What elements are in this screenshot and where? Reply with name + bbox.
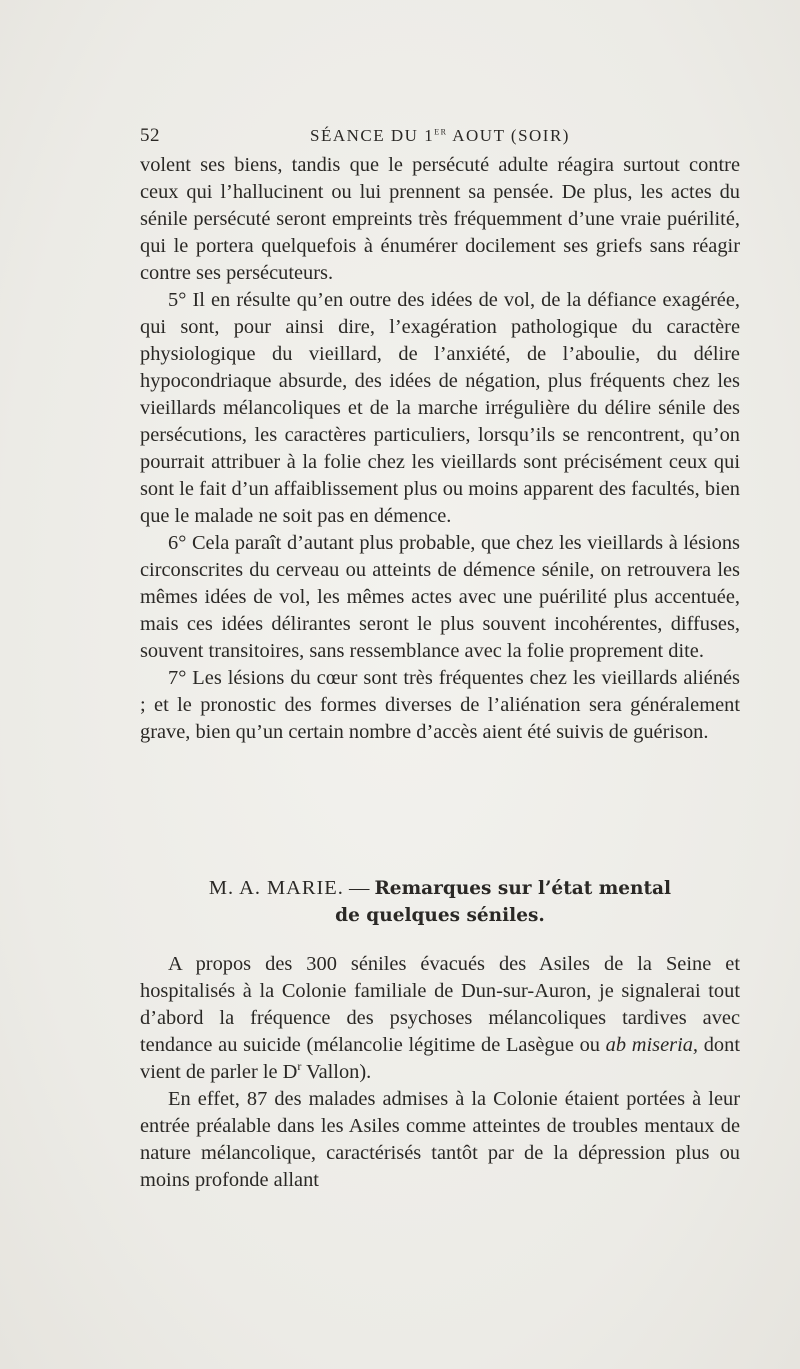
paragraph-effect: En effet, 87 des malades admises à la Colonie étaient portées à leur entrée préalable dans les Asiles comme atteintes de troubles mentaux de nature mélancolique, caractérisés tantôt par de la dépression plus ou moins profonde allant [140,1088,740,1191]
section-title-line-2: de quelques séniles. [335,905,545,926]
section-dash: — [343,877,375,899]
main-text [140,152,740,746]
p5-pre: A propos des 300 séniles évacués des Asiles de la Seine et hospitalisés à la Colonie familiale de Dun-sur-Auron, je signalerai tout d’abord la fréquence des psychoses mélancoliques tardives avec tendance au suicide (mélancolie légitime de Lasègue ou [140,953,740,1056]
section-author: M. A. MARIE. [208,877,344,899]
latin-phrase: ab miseria, [605,1034,699,1056]
section-heading [140,875,740,929]
doctor-abbrev-sup: r [297,1059,302,1074]
running-title-sup: er [434,125,448,138]
paragraph-continuation: volent ses biens, tandis que le persécuté adulte réagira surtout contre ceux qui l’hallucinent ou lui prennent sa pensée. De plus, les actes du sénile persécuté seront empreints très fréquemment d’une vraie puérilité, qui le portera quelquefois à énumérer docilement ses griefs sans réagir contre ses persécuteurs. [140,154,740,284]
section-heading-line-1 [140,875,740,902]
running-title-pre: SÉANCE DU 1 [310,126,435,145]
paragraph-intro [140,951,740,1086]
running-title-post: AOUT (SOIR) [447,126,570,145]
section-title-line-1: Remarques sur l’état mental [374,878,672,899]
running-title [140,126,740,146]
section-text [140,951,740,1194]
paragraph-point-7: 7° Les lésions du cœur sont très fréquentes chez les vieillards aliénés ; et le pronostic des formes diverses de l’aliénation sera généralement grave, bien qu’un certain nombre d’accès aient été suivis de guérison. [140,667,740,743]
section-heading-line-2 [140,902,740,929]
page-header [140,125,740,149]
paragraph-point-6: 6° Cela paraît d’autant plus probable, que chez les vieillards à lésions circonscrites du cerveau ou atteints de démence sénile, on retrouvera les mêmes idées de vol, les mêmes actes avec une puérilité plus accentuée, mais ces idées délirantes seront le plus souvent incohérentes, diffuses, souvent transitoires, sans ressemblance avec la folie proprement dite. [140,532,740,662]
paragraph-point-5: 5° Il en résulte qu’en outre des idées de vol, de la défiance exagérée, qui sont, pour ainsi dire, l’exagération pathologique du caractère physiologique du vieillard, de l’anxiété, de l’aboulie, du délire hypocondriaque absurde, des idées de négation, plus fréquents chez les vieillards mélancoliques et de la marche irrégulière du délire sénile des persécutions, les caractères particuliers, lorsqu’ils se rencontrent, qu’on pourrait attribuer à la folie chez les vieillards sont précisément ceux qui sont le fait d’un affaiblissement plus ou moins apparent des facultés, bien que le malade ne soit pas en démence. [140,289,740,527]
page-number: 52 [140,125,160,146]
p5-mid: dont vient de parler le D [140,1034,740,1083]
p5-post: Vallon). [301,1061,372,1083]
